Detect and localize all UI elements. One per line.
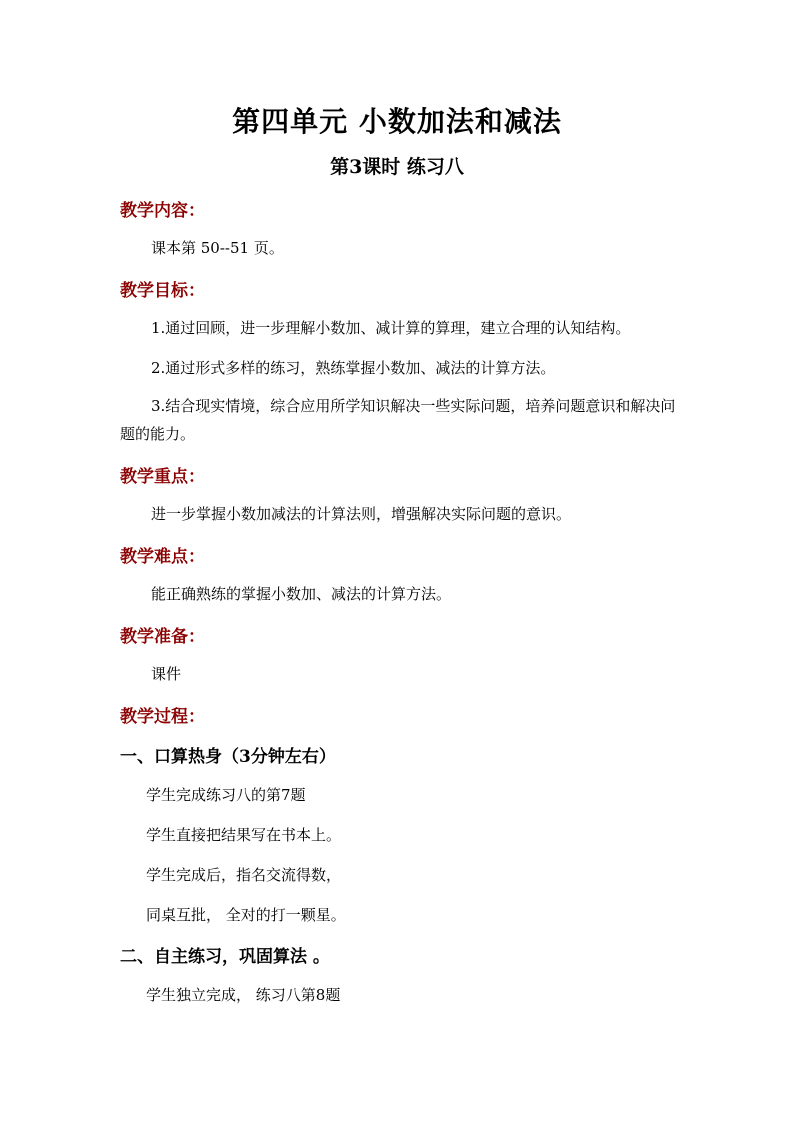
content-text: 课本第 50--51 页。 — [151, 239, 284, 257]
key-text: 进一步掌握小数加减法的计算法则，增强解决实际问题的意识。 — [151, 505, 572, 523]
step-line: 同桌互批， 全对的打一颗星。 — [146, 906, 346, 924]
step-line: 学生独立完成， 练习八第8题 — [146, 986, 341, 1004]
goal-item: 1.通过回顾，进一步理解小数加、减计算的算理，建立合理的认知结构。 — [151, 319, 631, 337]
lesson-subtitle: 第3课时 练习八 — [330, 156, 464, 178]
difficulty-text: 能正确熟练的掌握小数加、减法的计算方法。 — [151, 585, 452, 603]
goals-heading: 教学目标： — [120, 281, 205, 301]
step-line: 学生完成练习八的第7题 — [146, 786, 306, 804]
page-title: 第四单元 小数加法和减法 — [232, 105, 562, 138]
difficulty-heading: 教学难点： — [120, 547, 205, 567]
content-heading: 教学内容： — [120, 201, 205, 221]
prep-heading: 教学准备： — [120, 627, 205, 647]
section-one-title: 一、口算热身（3分钟左右） — [120, 747, 336, 767]
step-line: 学生直接把结果写在书本上。 — [146, 826, 342, 844]
goal-item: 2.通过形式多样的练习，熟练掌握小数加、减法的计算方法。 — [151, 359, 556, 377]
step-line: 学生完成后，指名交流得数， — [146, 866, 342, 884]
goal-item: 3.结合现实情境，综合应用所学知识解决一些实际问题，培养问题意识和解决问题的能力。 — [120, 397, 676, 443]
prep-text: 课件 — [151, 665, 182, 683]
key-heading: 教学重点： — [120, 467, 205, 487]
process-heading: 教学过程： — [120, 707, 205, 727]
section-two-title: 二、自主练习，巩固算法 。 — [120, 947, 330, 967]
